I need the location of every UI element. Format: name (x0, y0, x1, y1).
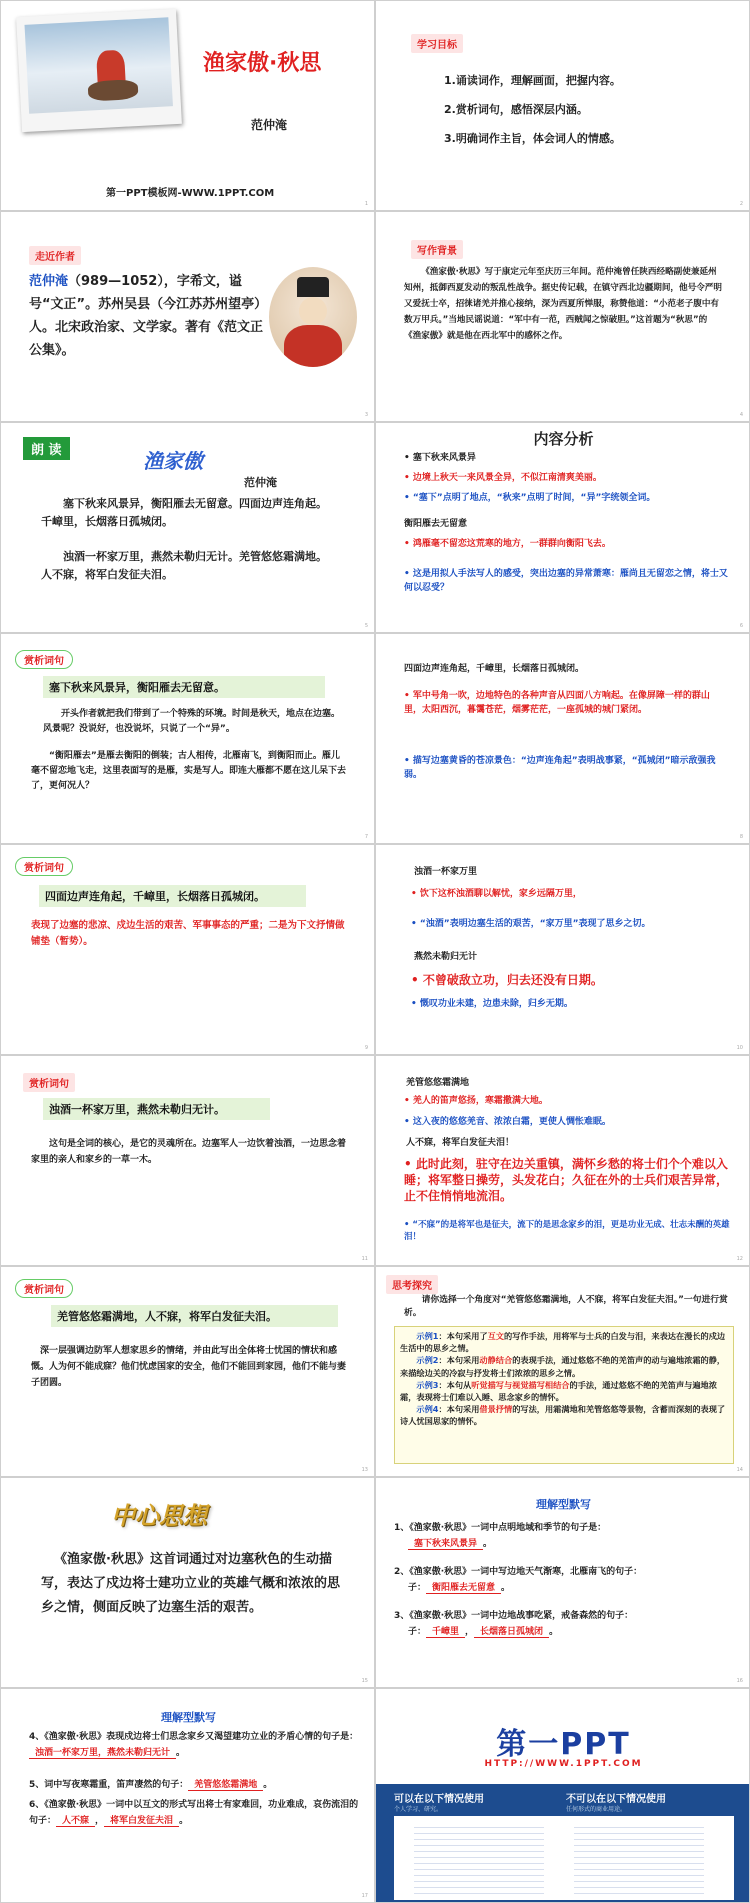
answer-3b: 长烟落日孤城闭 (474, 1627, 549, 1638)
slide-number: 5 (364, 623, 368, 629)
allowed-sub: 个人学习、研究。 (394, 1806, 443, 1813)
example-1: 示例1：本句采用了互文的写作手法，用将军与士兵的白发与泪，来表达在漫长的戍边生活中的思乡之情。 (400, 1331, 726, 1354)
section-tag: 赏析词句 (23, 1073, 75, 1092)
section-tag: 学习目标 (411, 34, 463, 53)
author-name: 范仲淹 (251, 118, 288, 132)
verse-line: 人不寐，将军白发征夫泪！ (406, 1138, 515, 1148)
explanation: • 这入夜的悠悠羌音、浓浓白霜，更使人惆怅难眠。 (404, 1117, 611, 1127)
background-text: 《渔家傲·秋思》写于康定元年至庆历三年间。范仲淹曾任陕西经略副使兼延州知州，抵御西夏发动的叛乱性战争。据史传记载，在镇守西北边疆期间，他号令严明又爱抚士卒，招徕诸羌并推心接纳，深为西夏所惮服，称赞他道：“小范老子腹中有数万甲兵。”当地民谣说道：“军中有一范，西贼闻之惊破胆。”这首题为“秋思”的《渔家傲》就是他在西北军中的感怀之作。 (404, 267, 722, 341)
answer-6a: 人不寐 (56, 1816, 95, 1827)
question-1: 1、《渔家傲·秋思》一词中点明地域和季节的句子是： 塞下秋来风景异 。 (394, 1523, 607, 1549)
explanation: • 军中号角一吹，边地特色的各种声音从四面八方响起。在像屏障一样的群山里，太阳西沉，暮霭苍茫，烟雾茫茫，一座孤城的城门紧闭。 (404, 691, 710, 715)
slide-8[interactable] (375, 633, 750, 844)
slide-4[interactable] (375, 211, 750, 422)
slide-number: 8 (739, 834, 743, 840)
slide-title: 中心思想 (111, 1502, 207, 1530)
question-2: 2、《渔家傲·秋思》一词中写边地天气渐寒，北雁南飞的句子： 子： 衡阳雁去无留意 。 (394, 1567, 643, 1593)
slide-14[interactable] (375, 1266, 750, 1477)
question-4: 4、《渔家傲·秋思》表现戍边将士们思念家乡又渴望建功立业的矛盾心情的句子是：浊酒一杯家万里，燕然未勒归无计 。 (29, 1732, 359, 1758)
slide-number: 10 (736, 1045, 743, 1051)
question-6: 6、《渔家傲·秋思》一词中以互文的形式写出将士有家难回，功业难成，哀伤流泪的句子： 人不寐 ， 将军白发征夫泪 。 (29, 1800, 359, 1826)
slide-3[interactable] (0, 211, 375, 422)
forbidden-sub: 任何形式的商业用途。 (566, 1806, 627, 1813)
explanation: • 此时此刻，驻守在边关重镇，满怀乡愁的将士们个个难以入睡；将军整日操劳，头发花白；久征在外的士兵们艰苦异常，止不住悄悄地流泪。 (404, 1157, 729, 1203)
verse-highlight: 羌管悠悠霜满地，人不寐，将军白发征夫泪。 (51, 1305, 338, 1327)
author-intro (29, 270, 269, 362)
explanation: • “浊酒”表明边塞生活的艰苦，“家万里”表现了思乡之切。 (411, 919, 651, 929)
slide-number: 2 (739, 201, 743, 207)
section-tag: 写作背景 (411, 240, 463, 259)
general-on-horse-image (25, 17, 173, 113)
analysis-para: “衡阳雁去”是雁去衡阳的倒装；古人相传，北雁南飞，到衡阳而止。雁儿毫不留恋地飞走，这里表面写的是雁，实是写人。即连大雁都不愿在这儿呆下去了，更何况人？ (31, 751, 347, 791)
goal-item: 2.赏析词句，感悟深层内涵。 (444, 103, 588, 116)
slide-number: 15 (361, 1678, 368, 1684)
slide-title: 理解型默写 (536, 1498, 591, 1511)
slide-number: 9 (364, 1045, 368, 1051)
goal-item: 3.明确词作主旨，体会词人的情感。 (444, 132, 621, 145)
explanation: • 慨叹功业未建，边患未除，归乡无期。 (411, 999, 573, 1009)
slide-title: 内容分析 (533, 430, 594, 448)
explanation: • 羌人的笛声悠扬，寒霜撒满大地。 (404, 1096, 548, 1106)
example-2: 示例2：本句采用动静结合的表现手法，通过悠悠不绝的羌笛声的动与遍地浓霜的静，来描绘边关的冷寂与抒发将士们浓浓的思乡之情。 (400, 1355, 726, 1378)
question-text: 请你选择一个角度对“羌管悠悠霜满地，人不寐，将军白发征夫泪。”一句进行赏析。 (404, 1295, 728, 1318)
poem-title: 渔家傲 (143, 449, 203, 473)
slide-16[interactable] (375, 1477, 750, 1688)
section-tag: 走近作者 (29, 246, 81, 265)
verse-highlight: 四面边声连角起，千嶂里，长烟落日孤城闭。 (39, 885, 306, 907)
forbidden-title: 不可以在以下情况使用 (566, 1794, 666, 1805)
poem-stanza-1: 塞下秋来风景异，衡阳雁去无留意。四面边声连角起。千嶂里，长烟落日孤城闭。 (41, 497, 327, 528)
author-name: 范仲淹 (29, 274, 69, 289)
link-list-left (414, 1822, 544, 1894)
slide-title: 理解型默写 (161, 1711, 216, 1724)
slide-number: 14 (736, 1467, 743, 1473)
slide-2[interactable] (375, 0, 750, 211)
verse-highlight: 浊酒一杯家万里，燕然未勒归无计。 (43, 1098, 270, 1120)
question-3: 3、《渔家傲·秋思》一词中边地战事吃紧，戒备森然的句子： 子： 千嶂里 ， 长烟落日孤城闭 。 (394, 1611, 634, 1637)
slide-17[interactable] (0, 1688, 375, 1903)
link-list-right (574, 1822, 704, 1894)
goal-list (444, 66, 621, 153)
brand-logo: 第一PPT (496, 1727, 631, 1762)
slide-number: 12 (736, 1256, 743, 1262)
slide-5[interactable] (0, 422, 375, 633)
poem-author: 范仲淹 (244, 476, 277, 489)
analysis-text: 表现了边塞的悲凉、戍边生活的艰苦、军事事态的严重；二是为下文抒情做铺垫（暂势）。 (31, 920, 345, 947)
verse-line: 燕然未勒归无计 (414, 952, 478, 962)
slide-1[interactable] (0, 0, 375, 211)
verse-line: 四面边声连角起，千嶂里，长烟落日孤城闭。 (404, 664, 585, 674)
slide-9[interactable] (0, 844, 375, 1055)
slide-6[interactable] (375, 422, 750, 633)
section-pill: 赏析词句 (15, 650, 73, 669)
answer-6b: 将军白发征夫泪 (104, 1816, 179, 1827)
verse-line: 浊酒一杯家万里 (414, 867, 478, 877)
slide-number: 17 (361, 1893, 368, 1899)
section-pill: 赏析词句 (15, 1279, 73, 1298)
analysis-text: 深一层强调边防军人想家思乡的情绪，并由此写出全体将士忧国的情状和感慨。人为何不能成寐？他们忧虑国家的安全，他们不能回到家园，他们不能与妻子团圆。 (31, 1346, 347, 1388)
allowed-title: 可以在以下情况使用 (394, 1794, 484, 1805)
central-idea-text: 《渔家傲·秋思》这首词通过对边塞秋色的生动描写，表达了戍边将士建功立业的英雄气概和浓浓的思乡之情，侧面反映了边塞生活的艰苦。 (41, 1552, 341, 1615)
slide-7[interactable] (0, 633, 375, 844)
explanation: • 不曾破敌立功，归去还没有日期。 (411, 973, 603, 987)
section-tag: 思考探究 (386, 1275, 438, 1294)
slide-number: 16 (736, 1678, 743, 1684)
slide-10[interactable] (375, 844, 750, 1055)
question-5: 5、词中写夜寒霜重，笛声凄然的句子： 羌管悠悠霜满地 。 (29, 1780, 273, 1790)
brand-url[interactable]: HTTP://WWW.1PPT.COM (484, 1759, 643, 1769)
poem-stanza-2: 浊酒一杯家万里，燕然未勒归无计。羌管悠悠霜满地。人不寐，将军白发征夫泪。 (41, 550, 327, 581)
explanation: • “不寐”的是将军也是征夫，流下的是思念家乡的泪，更是功业无成、壮志未酬的英雄泪！ (404, 1220, 730, 1242)
author-bio: （989—1052），字希文，谥号“文正”。苏州吴县（今江苏苏州望亭）人。北宋政治家、文学家。著有《范文正公集》。 (29, 274, 268, 358)
answer-1: 塞下秋来风景异 (408, 1539, 483, 1550)
slide-number: 1 (364, 201, 368, 207)
verse-line: 羌管悠悠霜满地 (406, 1078, 470, 1088)
slide-number: 7 (364, 834, 368, 840)
explanation: • 鸿雁毫不留恋这荒寒的地方，一群群向衡阳飞去。 (404, 539, 611, 549)
author-portrait (269, 267, 357, 367)
explanation: • 描写边塞黄昏的苍凉景色：“边声连角起”表明战事紧，“孤城闭”暗示敌强我弱。 (404, 756, 716, 780)
slide-number: 4 (739, 412, 743, 418)
explanation: • “塞下”点明了地点，“秋来”点明了时间，“异”字统领全词。 (404, 493, 656, 503)
slide-number: 3 (364, 412, 368, 418)
analysis-para: 开头作者就把我们带到了一个特殊的环境。时间是秋天，地点在边塞。风景呢？没说好，也没说坏，只说了一个“异”。 (43, 709, 341, 734)
read-badge: 朗 读 (23, 437, 70, 460)
slide-number: 13 (361, 1467, 368, 1473)
explanation: • 饮下这杯浊酒聊以解忧，家乡远隔万里， (411, 889, 582, 899)
explanation: • 边境上秋天一来风景全异，不似江南清爽美丽。 (404, 473, 602, 483)
answer-3a: 千嶂里 (426, 1627, 465, 1638)
analysis-text: 这句是全词的核心，是它的灵魂所在。边塞军人一边饮着浊酒，一边思念着家里的亲人和家乡的一草一木。 (31, 1139, 347, 1165)
slide-title: 渔家傲·秋思 (203, 51, 322, 76)
explanation: • 这是用拟人手法写人的感受，突出边塞的异常萧寒：雁尚且无留恋之情，将士又何以忍受？ (404, 569, 728, 593)
example-3: 示例3：本句从听觉描写与视觉描写相结合的手法，通过悠悠不绝的羌笛声与遍地浓霜，表现将士们难以入睡、思念家乡的情怀。 (400, 1379, 717, 1403)
slide-12[interactable] (375, 1055, 750, 1266)
verse-line: 衡阳雁去无留意 (404, 519, 468, 529)
slide-11[interactable] (0, 1055, 375, 1266)
answer-5: 羌管悠悠霜满地 (188, 1780, 263, 1791)
verse-highlight: 塞下秋来风景异，衡阳雁去无留意。 (43, 676, 325, 698)
slide-13[interactable] (0, 1266, 375, 1477)
link-table-area (394, 1816, 734, 1900)
slide-number: 11 (361, 1256, 368, 1262)
answer-2: 衡阳雁去无留意 (426, 1583, 501, 1594)
slide-number: 6 (739, 623, 743, 629)
examples-box (394, 1326, 734, 1464)
footer-text: 第一PPT模板网-WWW.1PPT.COM (106, 188, 275, 199)
slide-18[interactable] (375, 1688, 750, 1903)
slide-15[interactable] (0, 1477, 375, 1688)
goal-item: 1.诵读词作，理解画面，把握内容。 (444, 74, 621, 87)
example-4: 示例4：本句采用借景抒情的写法，用霜满地和羌管悠悠等景物，含蓄而深刻的表现了诗人忧国思家的情怀。 (400, 1404, 726, 1427)
photo-frame (16, 9, 182, 132)
verse-line: • 塞下秋来风景异 (404, 453, 476, 463)
usage-footer (376, 1784, 750, 1903)
section-pill: 赏析词句 (15, 857, 73, 876)
answer-4: 浊酒一杯家万里，燕然未勒归无计 (29, 1748, 176, 1759)
